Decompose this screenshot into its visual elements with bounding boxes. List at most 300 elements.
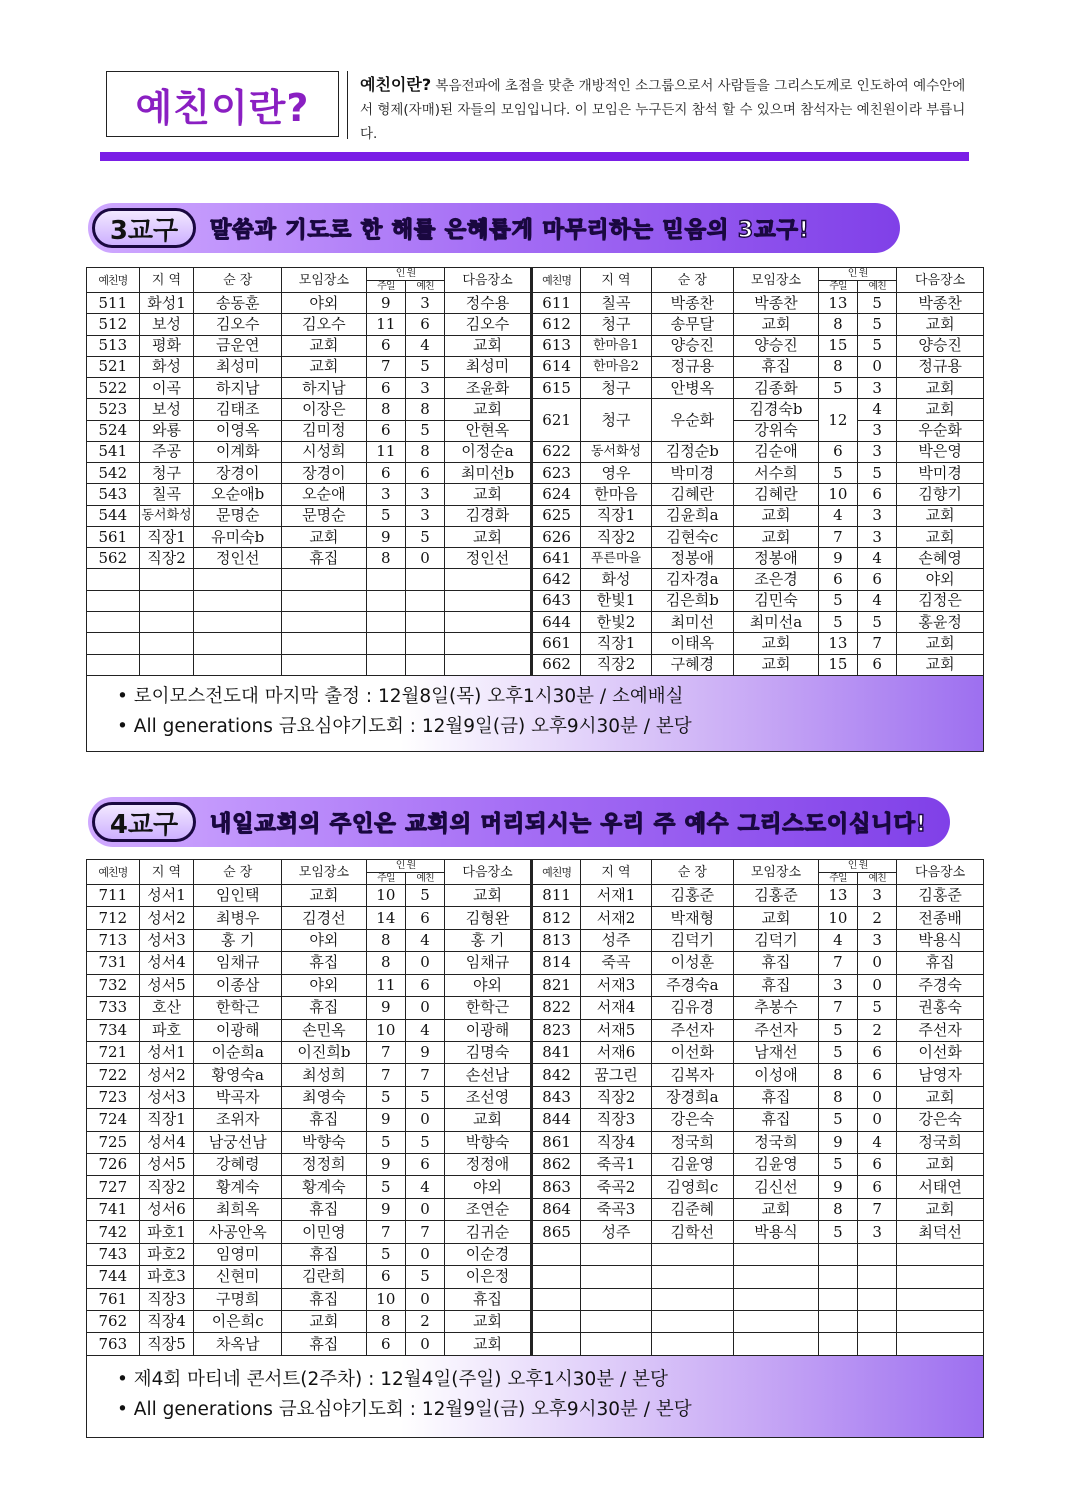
right-place-cell: 휴집 [734,1109,819,1131]
right-sunday-cell: 5 [818,611,857,632]
left-next-cell: 김귀순 [445,1221,532,1243]
left-id-cell: 726 [87,1154,140,1176]
table-row [87,526,984,547]
right-leader-cell: 김복자 [651,1064,734,1086]
right-yechin-cell: 7 [858,633,897,654]
right-place-cell: 교회 [734,505,819,526]
table-row [87,1198,984,1220]
left-place-cell: 휴집 [282,997,367,1019]
left-place-cell: 교회 [282,356,367,377]
left-yechin-cell: 5 [405,1131,444,1153]
left-yechin-cell: 7 [405,1064,444,1086]
right-header-sunday: 주일 [818,873,857,885]
left-sunday-cell: 6 [366,335,405,356]
left-header-region: 지 역 [139,860,194,885]
right-place-cell: 김덕기 [734,929,819,951]
left-sunday-cell: 9 [366,526,405,547]
right-leader-cell: 김정순b [651,441,734,462]
left-leader-cell: 하지남 [194,378,282,399]
left-leader-cell: 최희옥 [194,1198,282,1220]
right-leader-cell: 김자경a [651,569,734,590]
left-leader-cell: 황계숙 [194,1176,282,1198]
right-yechin-cell: 0 [858,356,897,377]
left-region-cell: 파호 [139,1019,194,1041]
left-region-cell: 보성 [139,399,194,420]
left-yechin-cell: 4 [405,929,444,951]
left-yechin-cell: 3 [405,293,444,314]
right-next-cell: 교회 [897,1154,984,1176]
right-leader-cell: 김윤영 [651,1154,734,1176]
left-sunday-cell: 10 [366,1019,405,1041]
left-next-cell: 교회 [445,335,532,356]
right-leader-cell: 이선화 [651,1041,734,1063]
left-place-cell: 야외 [282,293,367,314]
table-row [87,484,984,505]
left-sunday-cell: 7 [366,1221,405,1243]
right-next-cell: 주경숙 [897,974,984,996]
table-row [87,1176,984,1198]
left-header-id: 예친명 [87,268,140,293]
right-sunday-cell: 5 [818,590,857,611]
left-id-cell: 523 [87,399,140,420]
table-row [87,1311,984,1333]
left-leader-cell [194,590,282,611]
right-yechin-cell: 5 [858,314,897,335]
left-id-cell: 522 [87,378,140,399]
right-region-cell: 청구 [581,314,651,335]
left-place-cell: 김란희 [282,1266,367,1288]
right-id-cell [531,1311,581,1333]
right-sunday-cell: 7 [818,952,857,974]
district3-table [86,267,984,676]
left-place-cell: 휴집 [282,1333,367,1355]
right-next-cell: 주선자 [897,1019,984,1041]
table-row [87,1019,984,1041]
right-place-cell: 김신선 [734,1176,819,1198]
left-header-yechin: 예친 [405,281,444,293]
right-leader-cell: 정봉애 [651,548,734,569]
right-sunday-cell: 7 [818,997,857,1019]
table-row [87,1041,984,1063]
left-leader-cell: 임영미 [194,1243,282,1265]
right-id-cell: 642 [531,569,581,590]
left-region-cell: 호산 [139,997,194,1019]
left-region-cell: 청구 [139,463,194,484]
left-header-id: 예친명 [87,860,140,885]
right-place-cell: 교회 [734,654,819,675]
left-place-cell: 이민영 [282,1221,367,1243]
left-yechin-cell: 5 [405,1266,444,1288]
right-yechin-cell: 4 [858,590,897,611]
left-place-cell: 교회 [282,526,367,547]
left-sunday-cell: 6 [366,1266,405,1288]
right-leader-cell: 정규용 [651,356,734,377]
right-yechin-cell: 0 [858,952,897,974]
right-next-cell: 권홍숙 [897,997,984,1019]
right-header-place: 모임장소 [734,860,819,885]
right-id-cell: 842 [531,1064,581,1086]
left-next-cell: 야외 [445,1176,532,1198]
right-id-cell: 862 [531,1154,581,1176]
right-id-cell: 811 [531,885,581,907]
right-region-cell [581,1311,651,1333]
left-region-cell: 성서2 [139,1064,194,1086]
right-leader-cell: 박종찬 [651,293,734,314]
right-region-cell: 죽곡3 [581,1198,651,1220]
left-next-cell: 정인선 [445,548,532,569]
right-id-cell: 813 [531,929,581,951]
left-id-cell: 713 [87,929,140,951]
right-yechin-cell: 6 [858,1064,897,1086]
left-yechin-cell: 0 [405,1243,444,1265]
notice-item: • All generations 금요심야기도회 : 12월9일(금) 오후9시30분 / 본당 [117,1399,692,1420]
right-id-cell: 812 [531,907,581,929]
right-id-cell: 621 [531,399,581,442]
left-yechin-cell: 3 [405,484,444,505]
left-id-cell: 725 [87,1131,140,1153]
left-next-cell: 교회 [445,885,532,907]
right-id-cell [531,1266,581,1288]
right-sunday-cell: 3 [818,974,857,996]
left-region-cell [139,611,194,632]
left-place-cell [282,633,367,654]
right-region-cell: 칠곡 [581,293,651,314]
left-header-region: 지 역 [139,268,194,293]
right-sunday-cell: 5 [818,1154,857,1176]
right-yechin-cell: 4 [858,548,897,569]
left-region-cell: 성서4 [139,952,194,974]
left-sunday-cell [366,611,405,632]
left-sunday-cell [366,654,405,675]
right-yechin-cell [858,1311,897,1333]
right-leader-cell: 구혜경 [651,654,734,675]
left-sunday-cell: 9 [366,1198,405,1220]
right-sunday-cell: 9 [818,1176,857,1198]
right-next-cell: 손혜영 [897,548,984,569]
right-id-cell: 641 [531,548,581,569]
left-place-cell: 김미정 [282,420,367,441]
right-sunday-cell [818,1266,857,1288]
right-header-yechin: 예친 [858,873,897,885]
left-next-cell: 김오수 [445,314,532,335]
right-next-cell: 우순화 [897,420,984,441]
right-id-cell: 613 [531,335,581,356]
left-leader-cell: 조위자 [194,1109,282,1131]
left-next-cell: 조윤화 [445,378,532,399]
left-next-cell: 교회 [445,526,532,547]
right-place-cell [734,1243,819,1265]
left-yechin-cell: 0 [405,548,444,569]
right-place-cell: 이성애 [734,1064,819,1086]
left-yechin-cell: 4 [405,1176,444,1198]
right-region-cell: 직장2 [581,654,651,675]
right-place-cell: 휴집 [734,356,819,377]
left-next-cell [445,611,532,632]
right-id-cell: 644 [531,611,581,632]
left-id-cell: 762 [87,1311,140,1333]
left-place-cell: 오순애 [282,484,367,505]
right-leader-cell: 주경숙a [651,974,734,996]
right-next-cell: 전종배 [897,907,984,929]
left-header-leader: 순 장 [194,268,282,293]
left-yechin-cell: 2 [405,1311,444,1333]
right-next-cell: 강은숙 [897,1109,984,1131]
right-sunday-cell: 15 [818,335,857,356]
left-yechin-cell: 0 [405,1288,444,1310]
left-place-cell: 시성희 [282,441,367,462]
district4-table [86,859,984,1356]
left-leader-cell: 이은희c [194,1311,282,1333]
left-place-cell: 박향숙 [282,1131,367,1153]
right-place-cell [734,1266,819,1288]
left-leader-cell: 사공안옥 [194,1221,282,1243]
right-region-cell: 꿈그린 [581,1064,651,1086]
left-sunday-cell: 14 [366,907,405,929]
right-place-cell: 추봉수 [734,997,819,1019]
left-yechin-cell: 4 [405,335,444,356]
left-yechin-cell: 5 [405,885,444,907]
left-yechin-cell: 9 [405,1041,444,1063]
right-id-cell: 822 [531,997,581,1019]
right-yechin-cell [858,1266,897,1288]
left-leader-cell: 장경이 [194,463,282,484]
right-sunday-cell: 8 [818,1198,857,1220]
right-region-cell: 죽곡2 [581,1176,651,1198]
right-id-cell [531,1243,581,1265]
left-place-cell: 손민옥 [282,1019,367,1041]
left-yechin-cell: 6 [405,1154,444,1176]
left-header-next: 다음장소 [445,860,532,885]
right-region-cell: 서재5 [581,1019,651,1041]
left-next-cell: 한학근 [445,997,532,1019]
left-leader-cell: 오순애b [194,484,282,505]
left-id-cell [87,633,140,654]
right-region-cell: 한마음1 [581,335,651,356]
table-row [87,1154,984,1176]
intro-body: 복음전파에 초점을 맞춘 개방적인 소그룹으로서 사람들을 그리스도께로 인도하여 예수안에서 형제(자매)된 자들의 모임입니다. 이 모임은 누구든지 참석 할 수 있으며 참석자는 예친원이라 부릅니다. [360,78,966,142]
right-yechin-cell: 5 [858,335,897,356]
left-leader-cell: 최성미 [194,356,282,377]
right-leader-cell: 정국희 [651,1131,734,1153]
left-place-cell: 휴집 [282,1198,367,1220]
right-place-cell: 김민숙 [734,590,819,611]
right-place-cell: 교회 [734,907,819,929]
left-place-cell: 하지남 [282,378,367,399]
right-place-cell [734,1311,819,1333]
left-id-cell: 562 [87,548,140,569]
left-place-cell [282,654,367,675]
left-sunday-cell [366,590,405,611]
left-place-cell: 교회 [282,335,367,356]
right-sunday-cell: 10 [818,907,857,929]
right-place-cell: 교회 [734,526,819,547]
right-header-sunday: 주일 [818,281,857,293]
right-id-cell: 821 [531,974,581,996]
right-place-cell: 박종찬 [734,293,819,314]
left-sunday-cell: 6 [366,420,405,441]
left-next-cell: 정정애 [445,1154,532,1176]
right-leader-cell: 안병옥 [651,378,734,399]
left-sunday-cell: 10 [366,1288,405,1310]
right-sunday-cell: 8 [818,1064,857,1086]
right-region-cell: 죽곡1 [581,1154,651,1176]
left-sunday-cell: 7 [366,1041,405,1063]
right-yechin-cell: 6 [858,654,897,675]
right-region-cell [581,1266,651,1288]
right-id-cell [531,1288,581,1310]
right-yechin-cell [858,1243,897,1265]
left-region-cell [139,633,194,654]
left-sunday-cell: 11 [366,441,405,462]
intro-lead: 예친이란? [360,75,432,94]
right-id-cell: 841 [531,1041,581,1063]
left-place-cell: 교회 [282,1311,367,1333]
right-yechin-cell: 3 [858,885,897,907]
right-sunday-cell [818,1333,857,1355]
table-row [87,1086,984,1108]
right-leader-cell: 김준혜 [651,1198,734,1220]
right-place-cell [734,1333,819,1355]
left-id-cell: 543 [87,484,140,505]
left-sunday-cell: 9 [366,293,405,314]
left-next-cell: 임채규 [445,952,532,974]
left-region-cell: 성서4 [139,1131,194,1153]
right-region-cell: 한마음 [581,484,651,505]
right-next-cell: 정국희 [897,1131,984,1153]
right-id-cell: 864 [531,1198,581,1220]
right-id-cell: 814 [531,952,581,974]
left-region-cell [139,654,194,675]
table-row [87,590,984,611]
left-next-cell: 손선남 [445,1064,532,1086]
left-sunday-cell: 5 [366,1086,405,1108]
right-region-cell: 청구 [581,378,651,399]
right-next-cell: 박은영 [897,441,984,462]
left-next-cell: 조선영 [445,1086,532,1108]
right-place-cell: 교회 [734,1198,819,1220]
right-place-cell: 서수희 [734,463,819,484]
right-region-cell: 서재2 [581,907,651,929]
right-id-cell: 844 [531,1109,581,1131]
left-next-cell: 교회 [445,399,532,420]
left-sunday-cell: 5 [366,1131,405,1153]
intro-divider [347,71,348,139]
left-next-cell: 최미선b [445,463,532,484]
section-divider [100,152,969,161]
left-leader-cell: 이광해 [194,1019,282,1041]
left-region-cell: 성서6 [139,1198,194,1220]
left-region-cell: 성서5 [139,1154,194,1176]
right-id-cell: 624 [531,484,581,505]
left-sunday-cell: 8 [366,929,405,951]
right-yechin-cell: 0 [858,1109,897,1131]
left-yechin-cell: 6 [405,907,444,929]
right-region-cell: 직장2 [581,1086,651,1108]
right-next-cell: 박용식 [897,929,984,951]
right-region-cell: 서재6 [581,1041,651,1063]
right-next-cell: 김정은 [897,590,984,611]
right-next-cell: 교회 [897,1198,984,1220]
right-place-cell: 휴집 [734,974,819,996]
left-place-cell [282,611,367,632]
right-yechin-cell: 3 [858,526,897,547]
right-header-region: 지 역 [581,268,651,293]
left-region-cell: 직장4 [139,1311,194,1333]
table-row [87,335,984,356]
left-yechin-cell: 5 [405,356,444,377]
table-row [87,505,984,526]
right-yechin-cell: 3 [858,505,897,526]
right-place-cell: 박용식 [734,1221,819,1243]
right-place-cell: 정국희 [734,1131,819,1153]
right-yechin-cell: 0 [858,1086,897,1108]
right-yechin-cell: 5 [858,463,897,484]
left-region-cell: 이곡 [139,378,194,399]
left-next-cell: 교회 [445,1311,532,1333]
district4-notices [86,1356,984,1438]
left-sunday-cell: 5 [366,505,405,526]
right-leader-cell: 김홍준 [651,885,734,907]
left-yechin-cell: 0 [405,1109,444,1131]
right-id-cell: 611 [531,293,581,314]
right-region-cell: 동서화성 [581,441,651,462]
right-header-id: 예친명 [531,860,581,885]
right-next-cell: 휴집 [897,952,984,974]
left-sunday-cell: 9 [366,1154,405,1176]
right-leader-cell: 김혜란 [651,484,734,505]
left-region-cell: 성서1 [139,885,194,907]
right-next-cell: 교회 [897,654,984,675]
left-id-cell: 744 [87,1266,140,1288]
right-sunday-cell: 5 [818,378,857,399]
right-id-cell: 863 [531,1176,581,1198]
left-leader-cell: 임채규 [194,952,282,974]
left-yechin-cell [405,590,444,611]
right-sunday-cell: 4 [818,505,857,526]
table-row [87,1266,984,1288]
right-sunday-cell: 9 [818,548,857,569]
right-sunday-cell: 5 [818,1041,857,1063]
left-header-count: 인 원 [366,268,444,281]
right-next-cell: 교회 [897,399,984,420]
right-sunday-cell: 7 [818,526,857,547]
left-next-cell: 조연순 [445,1198,532,1220]
left-next-cell: 이광해 [445,1019,532,1041]
table-row [87,399,984,420]
left-sunday-cell: 8 [366,952,405,974]
left-next-cell: 김명숙 [445,1041,532,1063]
table-row [87,463,984,484]
left-id-cell: 521 [87,356,140,377]
right-yechin-cell: 7 [858,1198,897,1220]
right-region-cell: 한빛1 [581,590,651,611]
left-leader-cell: 이계화 [194,441,282,462]
district4-banner [88,797,950,847]
right-yechin-cell: 3 [858,441,897,462]
right-leader-cell: 김은희b [651,590,734,611]
left-next-cell: 이은정 [445,1266,532,1288]
table-row [87,929,984,951]
left-yechin-cell: 0 [405,1333,444,1355]
right-leader-cell: 김현숙c [651,526,734,547]
right-next-cell: 교회 [897,378,984,399]
left-place-cell: 휴집 [282,952,367,974]
left-region-cell: 직장3 [139,1288,194,1310]
table-row [87,569,984,590]
left-id-cell: 542 [87,463,140,484]
right-region-cell: 성주 [581,1221,651,1243]
right-id-cell: 625 [531,505,581,526]
